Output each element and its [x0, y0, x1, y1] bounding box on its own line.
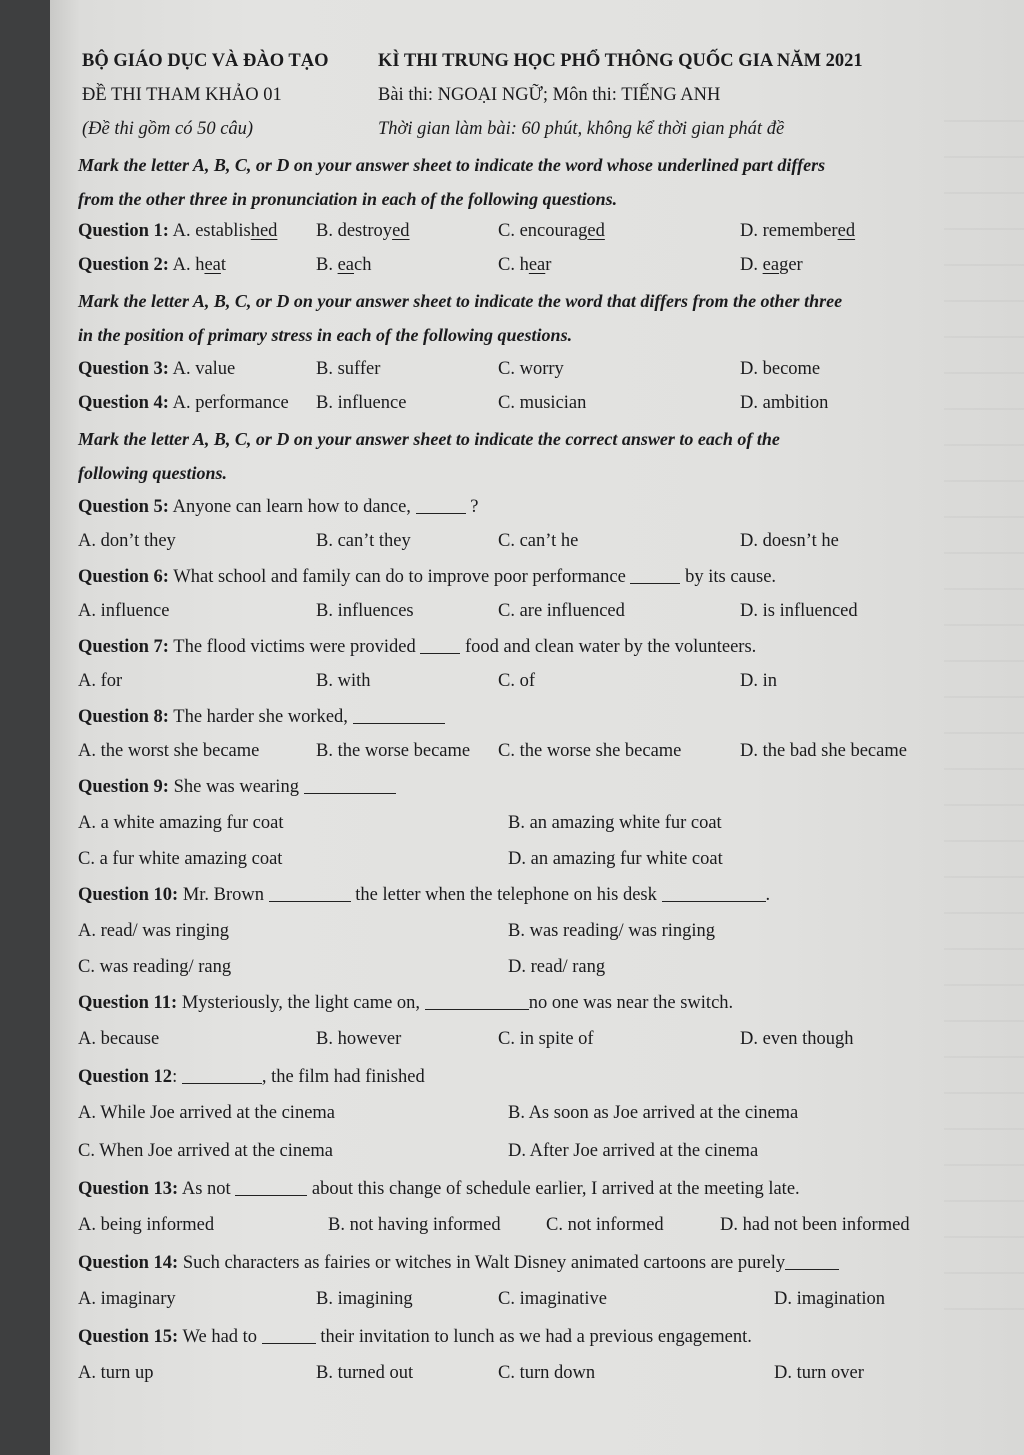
option-7d: D. in: [740, 671, 777, 691]
option-6b: B. influences: [316, 601, 414, 621]
header-row-1: [78, 52, 978, 76]
question-7-stem: Question 7: The flood victims were provided food and clean water by the volunteers.: [78, 637, 757, 657]
instruction-pronunciation-line-1: Mark the letter A, B, C, or D on your answer sheet to indicate the word whose underlined part differs: [78, 155, 826, 175]
question-6-stem: Question 6: What school and family can do to improve poor performance by its cause.: [78, 567, 777, 587]
option-8b: B. the worse became: [316, 741, 471, 761]
question-label: Question 4:: [78, 393, 169, 413]
option-13d: D. had not been informed: [720, 1215, 910, 1235]
question-5-stem: Question 5: Anyone can learn how to dance, ?: [78, 497, 479, 517]
question-label: Question 7:: [78, 637, 169, 657]
question-7-options: [78, 672, 978, 696]
option-11a: A. because: [78, 1029, 160, 1049]
option-12d: D. After Joe arrived at the cinema: [508, 1141, 759, 1161]
question-label: Question 6:: [78, 567, 169, 587]
answer-blank: [182, 1083, 262, 1084]
option-15a: A. turn up: [78, 1363, 154, 1383]
question-label: Question 14:: [78, 1253, 179, 1273]
option-14c: C. imaginative: [498, 1289, 607, 1309]
option-15d: D. turn over: [774, 1363, 864, 1383]
option-9b: B. an amazing white fur coat: [508, 813, 722, 833]
option-9a: A. a white amazing fur coat: [78, 813, 284, 833]
question-2: [78, 256, 978, 280]
instruction-pronunciation-line-2: from the other three in pronunciation in each of the following questions.: [78, 189, 618, 209]
question-1: [78, 222, 978, 246]
underlined-part: ed: [392, 221, 410, 241]
underlined-part: ea: [762, 255, 780, 275]
question-5-options: [78, 532, 978, 556]
option-9d: D. an amazing fur white coat: [508, 849, 723, 869]
question-label: Question 8:: [78, 707, 169, 727]
question-label: Question 5:: [78, 497, 169, 517]
underlined-part: ea: [204, 255, 221, 275]
option-8c: C. the worse she became: [498, 741, 682, 761]
question-13-stem: Question 13: As not about this change of schedule earlier, I arrived at the meeting late.: [78, 1179, 800, 1199]
question-12-options-row-1: [78, 1104, 978, 1128]
option-7a: A. for: [78, 671, 123, 691]
option-11c: C. in spite of: [498, 1029, 594, 1049]
question-label: Question 12: [78, 1067, 173, 1087]
option-4c: C. musician: [498, 393, 587, 413]
option-4b: B. influence: [316, 393, 407, 413]
option-5a: A. don’t they: [78, 531, 176, 551]
question-14-options: [78, 1290, 978, 1314]
answer-blank: [662, 901, 766, 902]
question-label: Question 15:: [78, 1327, 179, 1347]
option-12a: A. While Joe arrived at the cinema: [78, 1103, 336, 1123]
underlined-part: hed: [250, 221, 278, 241]
answer-blank: [235, 1195, 307, 1196]
question-label: Question 3:: [78, 359, 169, 379]
question-10-options-row-1: [78, 922, 978, 946]
option-4a: Question 4: A. performance: [78, 393, 289, 413]
question-15-stem: Question 15: We had to their invitation to lunch as we had a previous engagement.: [78, 1327, 752, 1347]
option-3d: D. become: [740, 359, 821, 379]
option-11d: D. even though: [740, 1029, 854, 1049]
question-11-stem: Question 11: Mysteriously, the light came on, no one was near the switch.: [78, 993, 734, 1013]
underlined-part: ea: [337, 255, 355, 275]
question-3: [78, 360, 978, 384]
option-10d: D. read/ rang: [508, 957, 606, 977]
option-10c: C. was reading/ rang: [78, 957, 232, 977]
instruction-stress-line-1: Mark the letter A, B, C, or D on your answer sheet to indicate the word that differs from the other three: [78, 291, 843, 311]
question-9-options-row-2: [78, 850, 978, 874]
underlined-part: ed: [837, 221, 856, 241]
option-5b: B. can’t they: [316, 531, 411, 551]
question-8-options: [78, 742, 978, 766]
option-7b: B. with: [316, 671, 371, 691]
underlined-part: ed: [587, 221, 605, 241]
question-12-stem: Question 12: , the film had finished: [78, 1067, 425, 1087]
option-13a: A. being informed: [78, 1215, 215, 1235]
instruction-correct-line-1: Mark the letter A, B, C, or D on your answer sheet to indicate the correct answer to each of the: [78, 429, 780, 449]
option-10b: B. was reading/ was ringing: [508, 921, 716, 941]
answer-blank: [420, 653, 460, 654]
exam-title: KÌ THI TRUNG HỌC PHỔ THÔNG QUỐC GIA NĂM 2021: [378, 51, 863, 71]
option-5d: D. doesn’t he: [740, 531, 839, 551]
option-12b: B. As soon as Joe arrived at the cinema: [508, 1103, 799, 1123]
option-2a: Question 2: A. heat: [78, 255, 227, 275]
paper-code: ĐỀ THI THAM KHẢO 01: [82, 85, 282, 105]
option-2d: D. eager: [740, 255, 803, 275]
option-11b: B. however: [316, 1029, 402, 1049]
instruction-stress-line-2: in the position of primary stress in each of the following questions.: [78, 325, 573, 345]
option-2b: B. each: [316, 255, 372, 275]
question-count: (Đề thi gồm có 50 câu): [82, 119, 254, 139]
option-5c: C. can’t he: [498, 531, 579, 551]
question-6-options: [78, 602, 978, 626]
option-15c: C. turn down: [498, 1363, 596, 1383]
option-1d: D. remembered: [740, 221, 856, 241]
option-14b: B. imagining: [316, 1289, 413, 1309]
header-row-2: [78, 86, 978, 110]
option-15b: B. turned out: [316, 1363, 414, 1383]
answer-blank: [353, 723, 445, 724]
option-3c: C. worry: [498, 359, 564, 379]
option-14a: A. imaginary: [78, 1289, 176, 1309]
question-10-stem: Question 10: Mr. Brown the letter when the telephone on his desk .: [78, 885, 771, 905]
option-6a: A. influence: [78, 601, 170, 621]
question-label: Question 9:: [78, 777, 169, 797]
question-12-options-row-2: [78, 1142, 978, 1166]
option-8a: A. the worst she became: [78, 741, 260, 761]
option-13c: C. not informed: [546, 1215, 664, 1235]
option-9c: C. a fur white amazing coat: [78, 849, 283, 869]
question-11-options: [78, 1030, 978, 1054]
question-10-options-row-2: [78, 958, 978, 982]
option-14d: D. imagination: [774, 1289, 885, 1309]
answer-blank: [269, 901, 351, 902]
answer-blank: [425, 1009, 529, 1010]
exam-time: Thời gian làm bài: 60 phút, không kể thời gian phát đề: [378, 119, 785, 139]
instruction-correct-line-2: following questions.: [78, 463, 228, 483]
question-13-options: [78, 1216, 978, 1240]
option-8d: D. the bad she became: [740, 741, 907, 761]
question-15-options: [78, 1364, 978, 1388]
answer-blank: [304, 793, 396, 794]
exam-subject: Bài thi: NGOẠI NGỮ; Môn thi: TIẾNG ANH: [378, 85, 721, 105]
option-7c: C. of: [498, 671, 535, 691]
question-label: Question 1:: [78, 221, 169, 241]
answer-blank: [416, 513, 466, 514]
option-3b: B. suffer: [316, 359, 381, 379]
question-8-stem: Question 8: The harder she worked,: [78, 708, 978, 727]
option-1a: Question 1: A. established: [78, 221, 278, 241]
option-13b: B. not having informed: [328, 1215, 501, 1235]
option-1b: B. destroyed: [316, 221, 410, 241]
option-10a: A. read/ was ringing: [78, 921, 230, 941]
question-14-stem: Question 14: Such characters as fairies or witches in Walt Disney animated cartoons are purely: [78, 1254, 978, 1273]
option-4d: D. ambition: [740, 393, 829, 413]
option-3a: Question 3: A. value: [78, 359, 236, 379]
header-row-3: [78, 120, 978, 144]
question-label: Question 2:: [78, 255, 169, 275]
question-9-options-row-1: [78, 814, 978, 838]
answer-blank: [785, 1269, 839, 1270]
question-label: Question 13:: [78, 1179, 179, 1199]
underlined-part: ea: [528, 255, 546, 275]
question-4: [78, 394, 978, 418]
option-1c: C. encouraged: [498, 221, 605, 241]
answer-blank: [262, 1343, 316, 1344]
question-label: Question 10:: [78, 885, 179, 905]
option-6d: D. is influenced: [740, 601, 858, 621]
ministry-name: BỘ GIÁO DỤC VÀ ĐÀO TẠO: [82, 51, 329, 71]
exam-paper: [50, 0, 1024, 1455]
question-label: Question 11:: [78, 993, 178, 1013]
option-6c: C. are influenced: [498, 601, 625, 621]
question-9-stem: Question 9: She was wearing: [78, 778, 978, 797]
option-12c: C. When Joe arrived at the cinema: [78, 1141, 333, 1161]
answer-blank: [630, 583, 680, 584]
option-2c: C. hear: [498, 255, 552, 275]
